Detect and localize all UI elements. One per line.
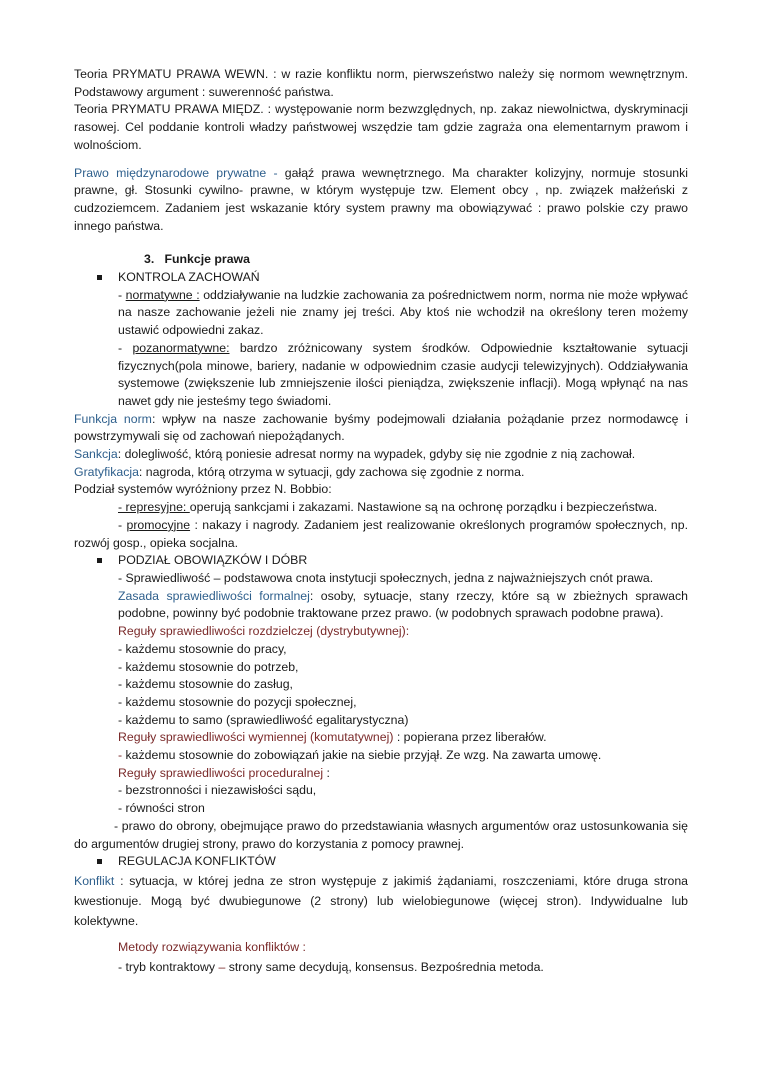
paragraph-represyjne: - represyjne: operują sankcjami i zakazami. Nastawione są na ochronę porządku i bezpieczeństwa.: [118, 500, 658, 515]
section-heading: 3. Funkcje prawa: [144, 252, 250, 267]
paragraph-prawo-miedzynarodowe-prywatne: Prawo międzynarodowe prywatne - gałąź prawa wewnętrznego. Ma charakter kolizyjny, normuje stosunki prawne, gł. Stosunki cywilno- prawne, w którym występuje tzw. Element obcy , np. związek małżeński z cudzoziemcem. Zadaniem jest wskazanie który system prawny ma obowiązywać : prawo polskie czy prawo innego państwa.: [74, 165, 689, 233]
list-item: - każdemu to samo (sprawiedliwość egalitarystyczna): [118, 712, 409, 727]
paragraph-wymiennej: Reguły sprawiedliwości wymiennej (komutatywnej) : popierana przez liberałów.: [118, 730, 547, 745]
heading-proceduralnej: Reguły sprawiedliwości proceduralnej :: [118, 765, 330, 780]
list-item: - każdemu stosownie do potrzeb,: [118, 659, 299, 674]
paragraph-prawo-do-obrony: - prawo do obrony, obejmujące prawo do przedstawiania własnych argumentów oraz ustosunkowania się do argumentów drugiej strony, prawo do korzystania z pomocy prawnej.: [74, 818, 688, 851]
bullet-podzial-obowiazkow: PODZIAŁ OBOWIĄZKÓW I DÓBR: [74, 552, 688, 570]
list-item: - każdemu stosownie do pracy,: [118, 641, 287, 656]
paragraph-sankcja: Sankcja: dolegliwość, którą poniesie adresat normy na wypadek, gdyby się nie zgodnie z nią zachował.: [74, 447, 636, 462]
list-item: - równości stron: [118, 801, 205, 816]
paragraph-pozanormatywne: - pozanormatywne: bardzo zróżnicowany system środków. Odpowiednie kształtowanie sytuacji fizycznych(pola minowe, bariery, nadanie w odpowiednim czasie audycji telewizyjnych). Oddziaływania systemowe (zwiększenie lub zmniejszenie ilości pieniądza, zwiększenie inflacji). Mogą wpłynąć na nas nawet gdy nie jesteśmy tego świadomi.: [118, 340, 688, 408]
list-item: - każdemu stosownie do pozycji społecznej,: [118, 694, 357, 709]
paragraph-podzial-bobbio: Podział systemów wyróżniony przez N. Bobbio:: [74, 482, 332, 497]
paragraph-sprawiedliwosc: - Sprawiedliwość – podstawowa cnota instytucji społecznych, jedna z najważniejszych cnót prawa.: [118, 570, 654, 585]
paragraph-konflikt: Konflikt : sytuacja, w której jedna ze stron występuje z jakimiś żądaniami, roszczeniami, które druga strona kwestionuje. Mogą być dwubiegunowe (2 strony) lub wielobiegunowe (więcej stron). Indywidualne lub kolektywne.: [74, 873, 688, 928]
paragraph-promocyjne: - promocyjne : nakazy i nagrody. Zadaniem jest realizowanie określonych programów społecznych, np. rozwój gosp., opieka socjalna.: [74, 517, 688, 550]
bullet-regulacja-konfliktow: REGULACJA KONFLIKTÓW: [74, 853, 688, 871]
heading-rozdzielczej: Reguły sprawiedliwości rozdzielczej (dystrybutywnej):: [118, 624, 410, 639]
list-item: - tryb kontraktowy – strony same decydują, konsensus. Bezpośrednia metoda.: [118, 959, 544, 974]
paragraph-normatywne: - normatywne : oddziaływanie na ludzkie zachowania za pośrednictwem norm, norma nie może wpływać na nasze zachowanie jeżeli nie znamy jej treści. Aby ktoś nie wchodził na określony teren możemy ustawić odpowiedni zakaz.: [118, 287, 688, 338]
bullet-square-icon: [97, 558, 102, 563]
list-item: - każdemu stosownie do zobowiązań jakie na siebie przyjął. Ze wzg. Na zawarta umowę.: [118, 748, 602, 763]
term-prawo-miedzynarodowe: Prawo międzynarodowe prywatne -: [74, 165, 278, 180]
bullet-square-icon: [97, 859, 102, 864]
bullet-square-icon: [97, 275, 102, 280]
bullet-kontrola-zachowan: KONTROLA ZACHOWAŃ: [74, 269, 688, 287]
list-item: - każdemu stosownie do zasług,: [118, 677, 293, 692]
paragraph-prymat-wewn: Teoria PRYMATU PRAWA WEWN. : w razie konfliktu norm, pierwszeństwo należy się normom wewnętrznym. Podstawowy argument : suwerenność państwa.: [74, 67, 688, 99]
paragraph-prymat-miedz: Teoria PRYMATU PRAWA MIĘDZ. : występowanie norm bezwzględnych, np. zakaz niewolnictwa, dyskryminacji rasowej. Cel poddanie kontroli władzy państwowej wszędzie tam gdzie zagraża ona elementarnym prawom i wolnościom.: [74, 102, 688, 152]
paragraph-zasada-formalnej: Zasada sprawiedliwości formalnej: osoby, sytuacje, stany rzeczy, które są w zbieżnych sprawach podobne, powinny być podobnie traktowane przez prawo. (w podobnych sprawach podobne prawa).: [118, 588, 688, 621]
heading-metody: Metody rozwiązywania konfliktów :: [118, 939, 306, 954]
paragraph-funkcja-norm: Funkcja norm: wpływ na nasze zachowanie byśmy podejmowali działania pożądanie przez normodawcę i powstrzymywali się od zachowań niepożądanych.: [74, 411, 688, 444]
paragraph-gratyfikacja: Gratyfikacja: nagroda, którą otrzyma w sytuacji, gdy zachowa się zgodnie z norma.: [74, 464, 525, 479]
document-page: [74, 66, 688, 977]
list-item: - bezstronności i niezawisłości sądu,: [118, 783, 317, 798]
